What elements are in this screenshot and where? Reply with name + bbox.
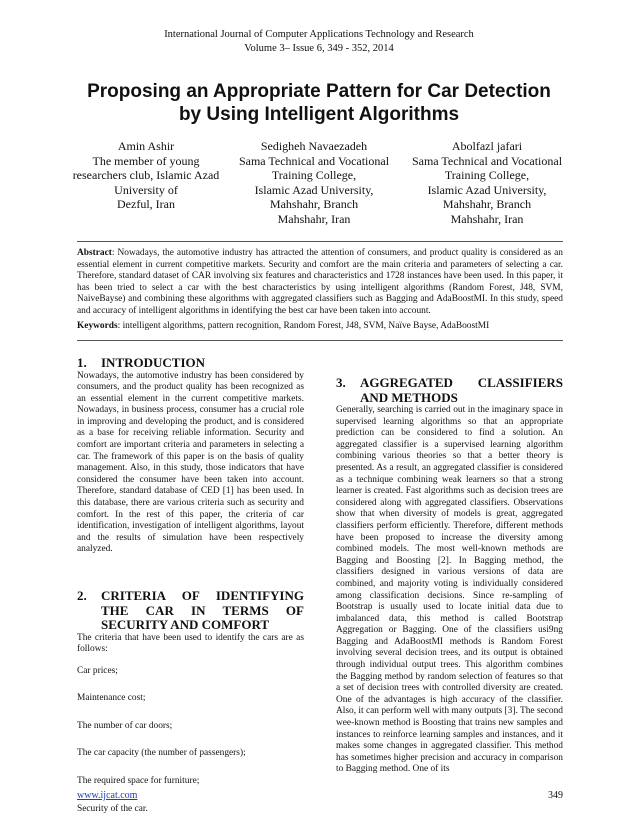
section-heading-aggregated	[336, 376, 563, 405]
aggregated-body: Generally, searching is carried out in the imaginary space in supervised learning algorithms so that an appropriate prediction can be considered to find a solution. An aggregated classifier is a supervised learning algorithm combining various theories so that a better theory is presented. As a result, an aggregated classifier is considered as a technique combining weak learners so that a strong learner is created. Fast algorithms such as decision trees are considered along with aggregated classifiers. Observations show that when diversity of models is great, aggregated classifiers perform efficiently. Therefore, different methods have been proposed to increase the diversity among combined models. The most well-known methods are Bagging and Boosting [2]. In Bagging method, the classifiers designed in various versions of data are combined, and majority voting is individually considered among classification decisions. Since re-sampling of Bootstrap is usually used to locate initial data due to imbalanced data, this method is called Bootstrap Aggregation or Bagging. One of the classifiers usi9ng Bagging and AdaBoostMI methods is Random Forest involving several decision trees, and its output is obtained through individual output trees. This algorithm combines the Bagging method by random selection of features so that a set of decision trees with controlled diversity are created. One of the advantages is high accuracy of the classifier. Also, it can perform well with many outputs [3]. The second wee-known method is Boosting that trains new samples and instances to reinforce learning samples and instances, and it makes some changes in aggregated classifier. This method has sometimes higher precision and accuracy in comparison to Bagging method. One of its	[336, 405, 563, 775]
author-line: Training College,	[444, 168, 530, 182]
author-line: Abolfazl jafari	[451, 139, 523, 153]
section-number: 3.	[336, 375, 346, 390]
author-line: Mahshahr, Branch	[269, 197, 359, 211]
abstract-top-rule	[77, 241, 563, 242]
author-line: Islamic Azad University,	[254, 182, 374, 197]
author-1	[66, 139, 226, 226]
abstract-label: Abstract	[77, 248, 112, 258]
abstract	[77, 248, 563, 318]
author-line: researchers club, Islamic Azad	[72, 168, 220, 182]
author-line: Training College,	[271, 168, 357, 182]
author-line: Sama Technical and Vocational	[411, 153, 563, 168]
section-heading-introduction	[77, 356, 304, 371]
section-title: CRITERIA OF IDENTIFYING THE CAR IN TERMS OF SECURITY AND COMFORT	[101, 588, 304, 632]
left-column	[77, 356, 304, 831]
section-title: INTRODUCTION	[101, 355, 206, 370]
author-line: Dezful, Iran	[117, 197, 175, 211]
criteria-item: The required space for furniture;	[77, 776, 200, 787]
author-line: Islamic Azad University,	[427, 182, 547, 197]
right-column	[336, 376, 563, 776]
paper-title	[40, 80, 598, 126]
criteria-item: Maintenance cost;	[77, 693, 146, 704]
criteria-item: Security of the car.	[77, 803, 148, 814]
criteria-item: The car capacity (the number of passengers);	[77, 748, 246, 759]
section-heading-criteria	[77, 589, 304, 633]
keywords-text: : intelligent algorithms, pattern recognition, Random Forest, J48, SVM, Naïve Bayse, AdaBoostMI	[117, 321, 490, 331]
section-number: 2.	[77, 588, 87, 603]
author-block	[66, 139, 572, 226]
author-line: Amin Ashir	[117, 139, 175, 153]
introduction-body: Nowadays, the automotive industry has been considered by consumers, and the product quality has been recognized as an essential element in the current competitive markets. Nowadays, in business process, consumer has a crucial role in improving and developing the product, and is considered as a base for receiving reliable information. Security and comfort are important criteria and parameters in selecting a car. The framework of this paper is on the basis of quality management. Also, in this study, those indicators that have considered the consumer have been taken into account. Therefore, standard database of CED [1] has been used. In this database, there are various criteria such as security and comfort. In the rest of this paper, the criteria of car identification, investigation of intelligent algorithms, layout and the results of simulation have been respectively analyzed.	[77, 370, 304, 555]
journal-header	[0, 28, 638, 56]
keywords-label: Keywords	[77, 321, 118, 331]
section-title: AGGREGATED CLASSIFIERS AND METHODS	[360, 375, 563, 405]
author-line: The member of young	[92, 153, 200, 168]
journal-volume: Volume 3– Issue 6, 349 - 352, 2014	[244, 43, 394, 54]
section-number: 1.	[77, 355, 87, 370]
criteria-item: Car prices;	[77, 665, 118, 676]
journal-website-link[interactable]: www.ijcat.com	[77, 790, 138, 801]
journal-name: International Journal of Computer Applications Technology and Research	[164, 29, 474, 40]
author-line: Mahshahr, Iran	[277, 211, 351, 226]
author-line: University of	[114, 182, 178, 197]
author-3	[402, 139, 572, 226]
page-number: 349	[548, 790, 563, 801]
author-line: Sama Technical and Vocational	[238, 153, 390, 168]
author-line: Mahshahr, Branch	[442, 197, 532, 211]
author-2	[229, 139, 399, 226]
abstract-bottom-rule	[77, 340, 563, 341]
author-line: Mahshahr, Iran	[450, 211, 524, 226]
abstract-text: : Nowadays, the automotive industry has attracted the attention of consumers, and product quality is considered as an essential element in current competitive markets. Security and comfort are the main criteria and parameters of selecting a car. Therefore, standard dataset of CAR involving six features and characteristics and 1728 instances have been used. In this paper, it has been tried to select a car with the best characteristics by using intelligent algorithms (Random Forest, J48, SVM, NaiveBayse) and combining these algorithms with aggregated classifiers such as Bagging and AdaBoostMI. In this study, speed and accuracy of intelligent algorithms in identifying the best car have been taken into account.	[77, 248, 563, 316]
title-line-1: Proposing an Appropriate Pattern for Car Detection	[87, 81, 551, 102]
author-line: Sedigheh Navaezadeh	[260, 139, 368, 153]
criteria-item: The number of car doors;	[77, 720, 173, 731]
title-line-2: by Using Intelligent Algorithms	[178, 104, 460, 125]
keywords	[77, 321, 563, 333]
criteria-intro: The criteria that have been used to identify the cars are as follows:	[77, 632, 304, 655]
